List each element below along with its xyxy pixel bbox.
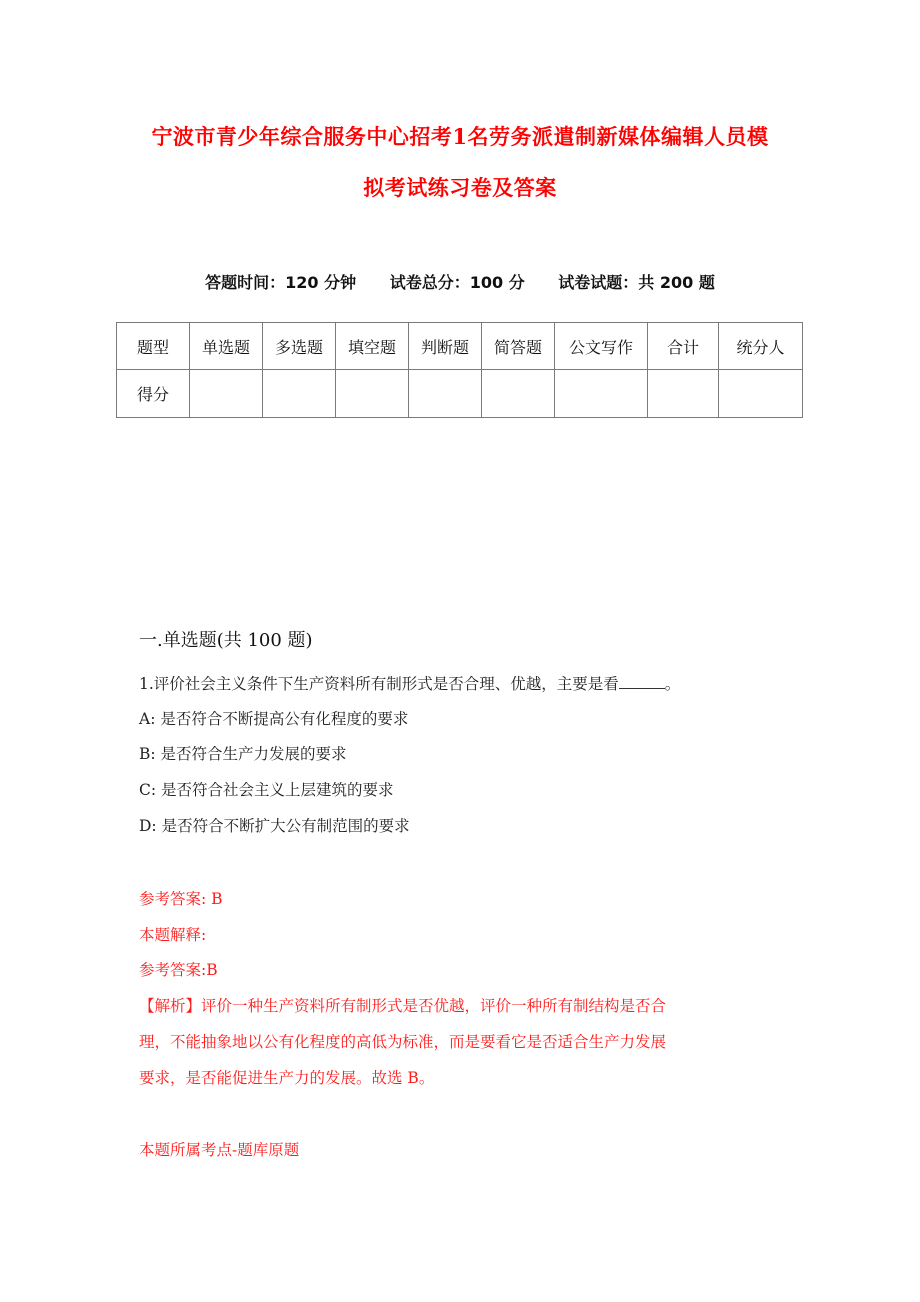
table-cell: 合计 xyxy=(648,323,719,370)
exam-meta xyxy=(0,270,920,293)
table-cell: 简答题 xyxy=(482,323,555,370)
option-d: D: 是否符合不断扩大公有制范围的要求 xyxy=(139,817,410,835)
table-cell xyxy=(190,370,263,418)
reference-answer: 参考答案: B xyxy=(139,890,223,908)
table-cell: 得分 xyxy=(117,370,190,418)
section-heading: 一.单选题(共 100 题) xyxy=(139,630,313,651)
topic-label: 本题所属考点-题库原题 xyxy=(139,1141,300,1159)
exam-question-count: 试卷试题：共 200 题 xyxy=(558,273,715,292)
analysis-line-3: 要求，是否能促进生产力的发展。故选 B。 xyxy=(139,1069,435,1087)
table-cell: 判断题 xyxy=(409,323,482,370)
table-cell xyxy=(719,370,803,418)
analysis-line-2: 理，不能抽象地以公有化程度的高低为标准，而是要看它是否适合生产力发展 xyxy=(139,1033,667,1051)
table-cell xyxy=(263,370,336,418)
table-cell: 填空题 xyxy=(336,323,409,370)
score-table xyxy=(116,322,803,418)
table-cell: 统分人 xyxy=(719,323,803,370)
reference-answer-2: 参考答案:B xyxy=(139,961,218,979)
question-stem-text: 1.评价社会主义条件下生产资料所有制形式是否合理、优越，主要是看 xyxy=(139,675,619,693)
table-cell xyxy=(336,370,409,418)
table-cell xyxy=(648,370,719,418)
question-stem-end: 。 xyxy=(664,675,681,693)
table-cell: 题型 xyxy=(117,323,190,370)
table-cell: 公文写作 xyxy=(555,323,648,370)
question-stem xyxy=(139,672,680,694)
option-a: A: 是否符合不断提高公有化程度的要求 xyxy=(139,710,409,728)
table-cell xyxy=(555,370,648,418)
table-cell: 单选题 xyxy=(190,323,263,370)
analysis-line-1: 【解析】评价一种生产资料所有制形式是否优越，评价一种所有制结构是否合 xyxy=(139,997,667,1015)
answer-blank xyxy=(619,676,665,689)
exam-total-score: 试卷总分：100 分 xyxy=(389,273,525,292)
table-cell xyxy=(409,370,482,418)
document-title-line-1: 宁波市青少年综合服务中心招考1名劳务派遣制新媒体编辑人员模 xyxy=(151,124,769,149)
option-b: B: 是否符合生产力发展的要求 xyxy=(139,745,347,763)
explanation-label: 本题解释: xyxy=(139,926,207,944)
exam-time: 答题时间：120 分钟 xyxy=(205,273,357,292)
table-cell: 多选题 xyxy=(263,323,336,370)
option-c: C: 是否符合社会主义上层建筑的要求 xyxy=(139,781,394,799)
table-cell xyxy=(482,370,555,418)
document-title-line-2: 拟考试练习卷及答案 xyxy=(363,175,557,200)
score-table-score-row xyxy=(117,370,803,418)
score-table-header-row xyxy=(117,323,803,370)
